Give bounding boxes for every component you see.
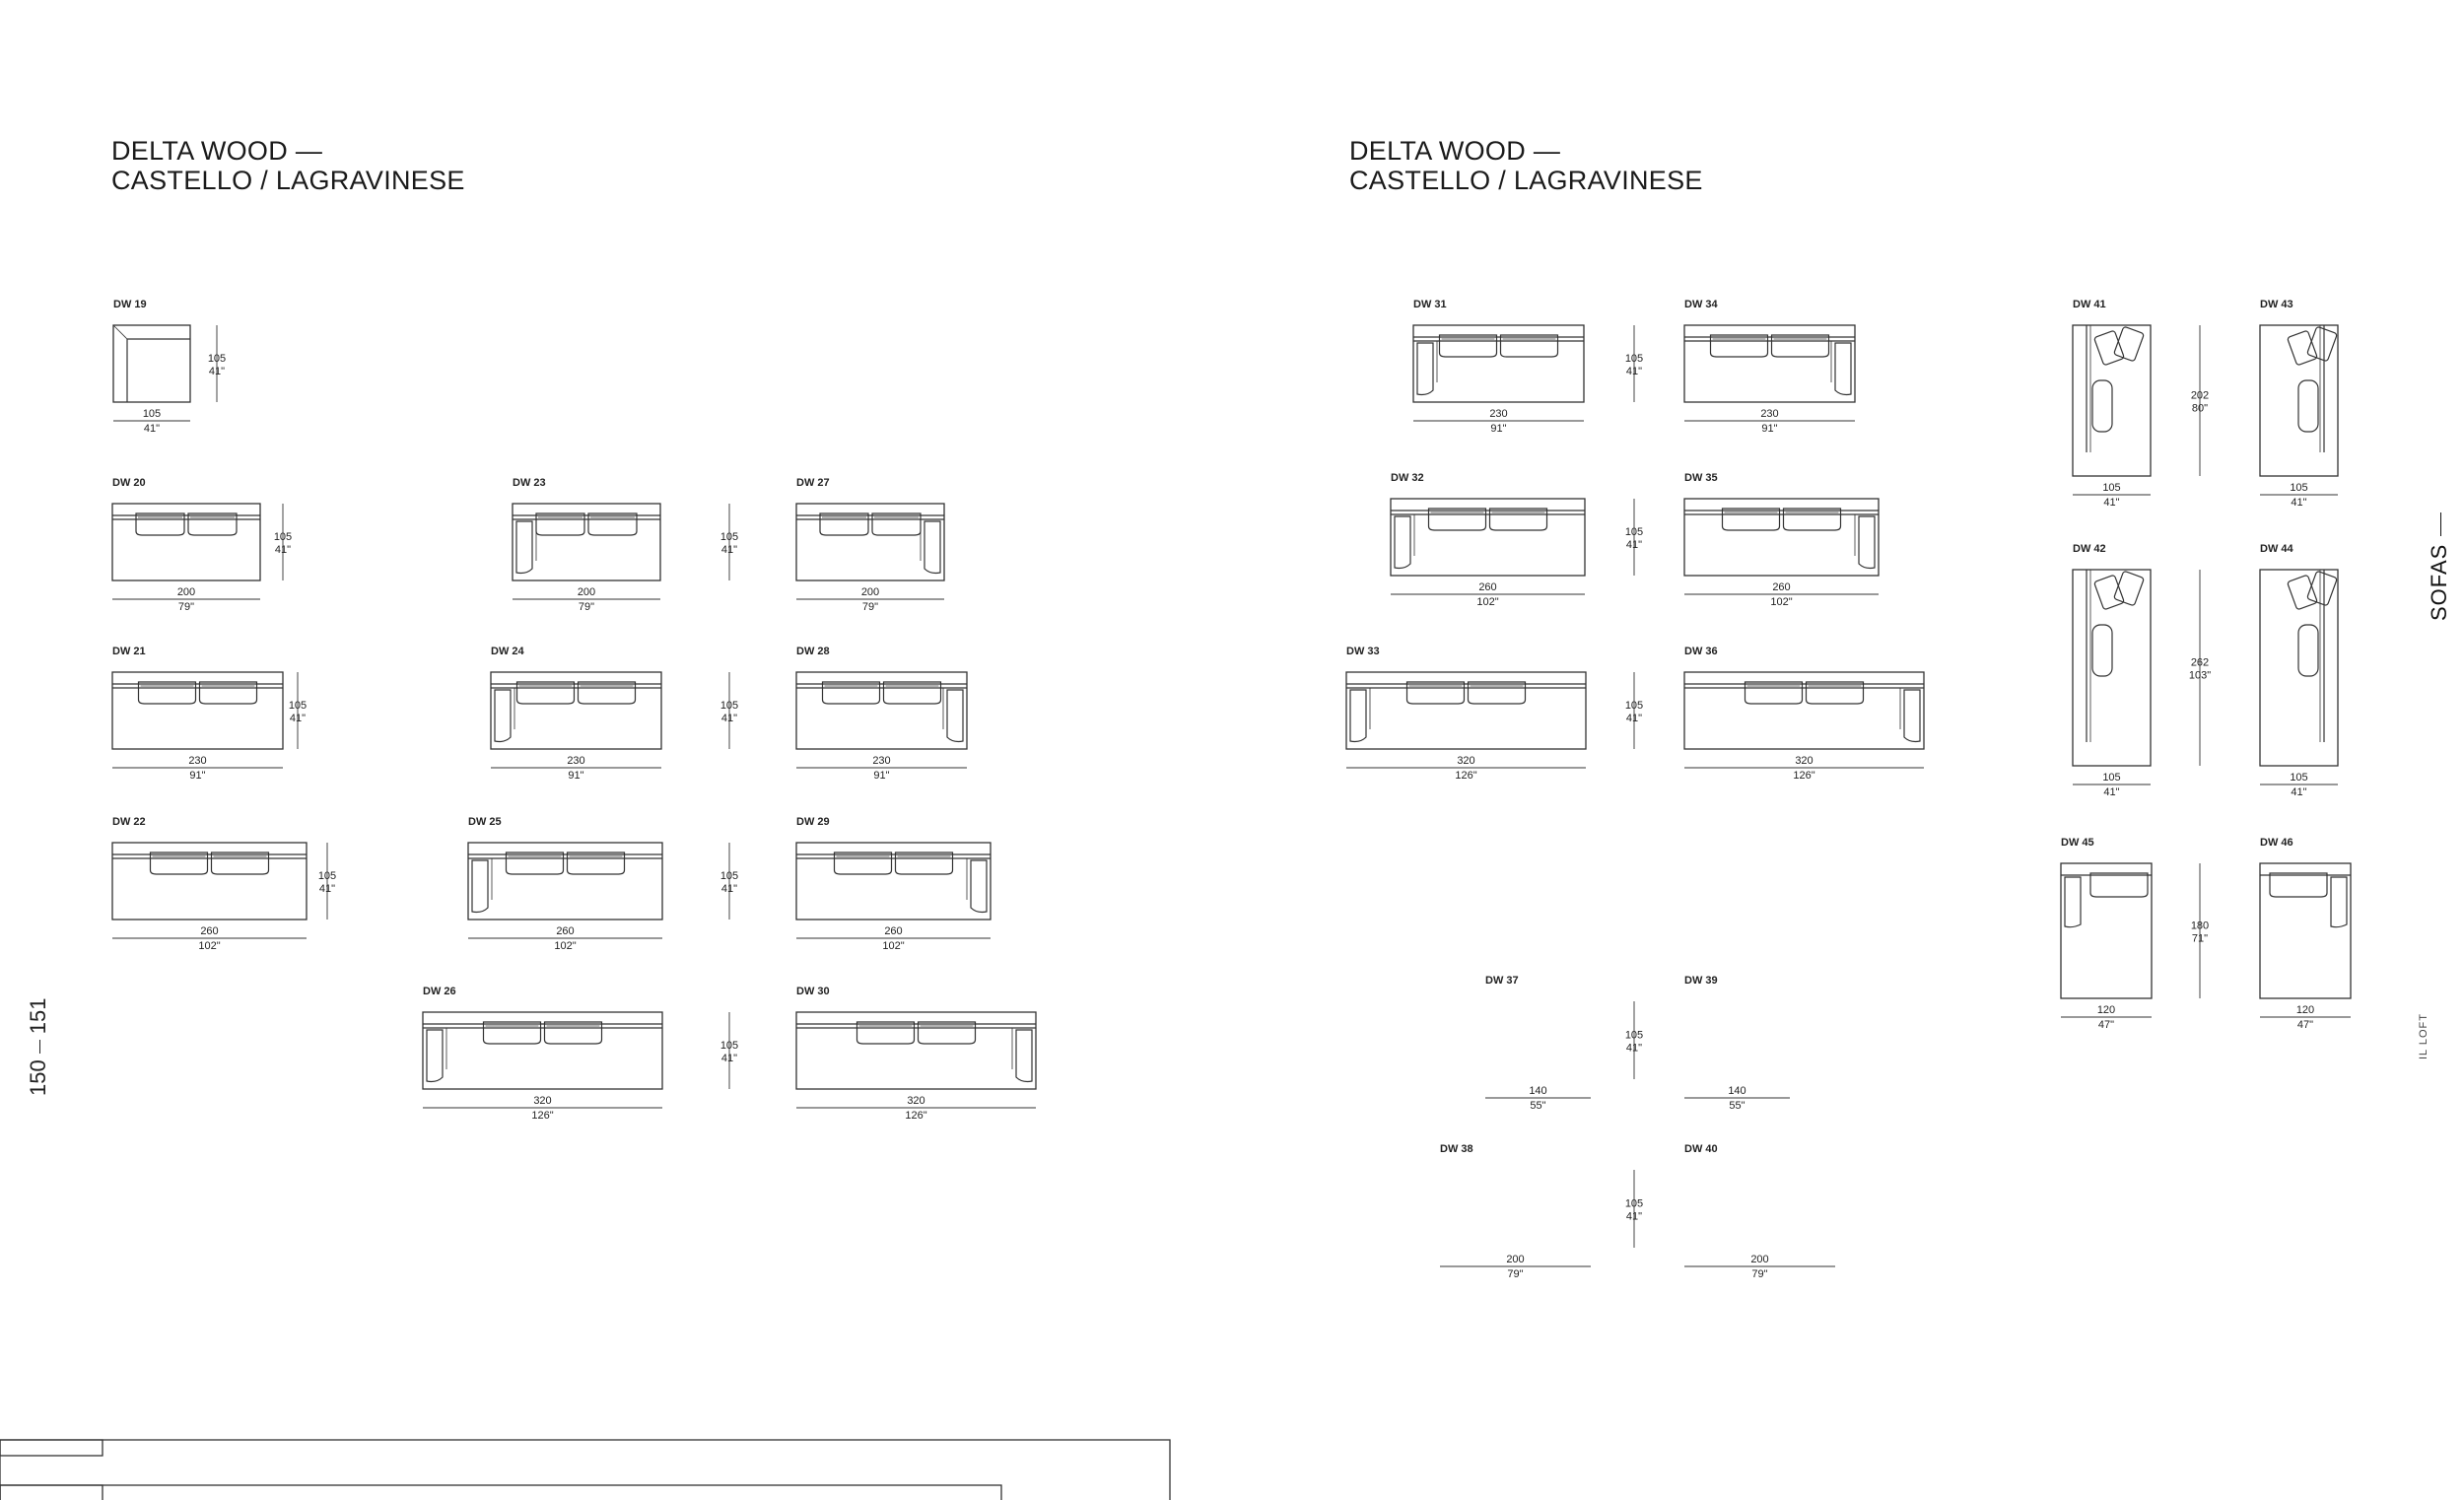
width-cm: 260 <box>884 925 903 937</box>
width-cm: 200 <box>1750 1254 1769 1265</box>
module-outline <box>2061 863 2152 998</box>
armrest <box>1417 343 1433 395</box>
depth-cm: 180 <box>2190 920 2210 932</box>
title-line-1: DELTA WOOD — <box>1349 136 1561 166</box>
brand-label: IL LOFT <box>2418 1013 2430 1059</box>
module-code: DW 32 <box>1391 472 1424 484</box>
side-cushion <box>2092 625 2112 676</box>
module-code: DW 25 <box>468 816 502 828</box>
width-cm: 260 <box>556 925 575 937</box>
depth-cm: 105 <box>1624 1029 1644 1042</box>
module-outline <box>0 1485 1001 1500</box>
depth-in: 41" <box>289 713 307 724</box>
module-code: DW 19 <box>113 299 147 310</box>
page-number-left: 150 <box>26 1059 50 1096</box>
width-in: 126" <box>905 1110 927 1122</box>
depth-cm: 202 <box>2190 389 2210 402</box>
back-cushion <box>151 852 208 874</box>
depth-cm: 105 <box>719 870 739 882</box>
depth-cm: 105 <box>273 531 293 543</box>
module-dw-31 <box>1413 299 1584 435</box>
module-code: DW 30 <box>796 986 830 997</box>
back-cushion <box>2270 873 2327 897</box>
back-cushion <box>835 852 892 874</box>
module-dw-30 <box>720 986 1036 1122</box>
module-code: DW 28 <box>796 646 830 657</box>
back-cushion <box>536 513 584 535</box>
module-dw-43 <box>2260 299 2338 509</box>
width-cm: 260 <box>1478 581 1497 593</box>
width-in: 126" <box>1455 770 1477 782</box>
depth-cm: 105 <box>1624 526 1644 538</box>
width-cm: 120 <box>2295 1004 2315 1016</box>
title-line-2: CASTELLO / LAGRAVINESE <box>111 166 465 195</box>
depth-in: 41" <box>1625 713 1643 724</box>
width-in: 55" <box>1530 1100 1546 1112</box>
width-in: 41" <box>143 423 161 435</box>
width-cm: 230 <box>567 755 585 767</box>
depth-in: 41" <box>720 883 738 895</box>
module-dw-27 <box>720 477 944 613</box>
module-dw-39 <box>0 975 1790 1500</box>
width-in: 79" <box>1751 1268 1768 1280</box>
depth-in: 80" <box>2191 402 2209 415</box>
back-cushion <box>1784 509 1841 530</box>
module-code: DW 29 <box>796 816 830 828</box>
depth-cm: 105 <box>288 700 308 712</box>
depth-in: 41" <box>720 544 738 556</box>
back-cushion <box>507 852 564 874</box>
module-code: DW 36 <box>1684 646 1718 657</box>
back-cushion <box>2114 326 2145 362</box>
corner-line <box>113 325 127 339</box>
side-cushion <box>2298 625 2318 676</box>
module-dw-45 <box>2061 837 2209 1031</box>
width-in: 41" <box>2291 497 2307 509</box>
width-in: 79" <box>578 601 595 613</box>
module-code: DW 40 <box>1684 1143 1718 1155</box>
armrest <box>1859 516 1875 569</box>
depth-cm: 105 <box>317 870 337 882</box>
depth-in: 41" <box>1625 1210 1643 1223</box>
back-cushion <box>568 852 625 874</box>
back-cushion <box>1723 509 1780 530</box>
width-in: 91" <box>1761 423 1778 435</box>
width-cm: 105 <box>2290 772 2308 784</box>
module-dw-38 <box>0 1143 1591 1500</box>
depth-cm: 105 <box>1624 700 1644 712</box>
width-cm: 320 <box>1795 755 1814 767</box>
armrest <box>1835 343 1851 395</box>
armrest <box>472 860 488 913</box>
title-line-1: DELTA WOOD — <box>111 136 323 166</box>
back-cushion <box>2114 571 2145 606</box>
back-cushion <box>872 513 921 535</box>
depth-in: 41" <box>1625 539 1643 551</box>
back-cushion <box>139 682 196 704</box>
width-in: 47" <box>2296 1019 2314 1031</box>
module-code: DW 44 <box>2260 543 2293 555</box>
width-in: 91" <box>189 770 206 782</box>
width-cm: 230 <box>188 755 207 767</box>
back-cushion <box>919 1022 976 1044</box>
armrest <box>2331 877 2347 927</box>
width-in: 102" <box>554 940 577 952</box>
back-cushion <box>212 852 269 874</box>
module-code: DW 42 <box>2073 543 2106 555</box>
module-dw-37 <box>0 975 1591 1500</box>
module-dw-35 <box>1625 472 1879 608</box>
module-dw-36 <box>1625 646 1924 782</box>
section-label-text: SOFAS <box>2427 543 2451 621</box>
side-cushion <box>2092 380 2112 432</box>
width-cm: 200 <box>176 586 196 598</box>
back-cushion <box>1501 335 1558 357</box>
back-cushion <box>136 513 184 535</box>
module-code: DW 24 <box>491 646 524 657</box>
width-in: 41" <box>2103 497 2120 509</box>
module-dw-32 <box>1391 472 1585 608</box>
depth-in: 71" <box>2191 932 2209 945</box>
back-cushion <box>188 513 237 535</box>
width-in: 102" <box>1770 596 1793 608</box>
width-cm: 320 <box>907 1095 925 1107</box>
module-code: DW 45 <box>2061 837 2094 849</box>
module-dw-33 <box>1346 646 1586 782</box>
armrest <box>495 690 511 742</box>
module-code: DW 22 <box>112 816 146 828</box>
module-code: DW 20 <box>112 477 146 489</box>
depth-cm: 105 <box>207 353 227 365</box>
section-dash <box>2440 512 2441 536</box>
module-code: DW 34 <box>1684 299 1718 310</box>
width-in: 91" <box>873 770 890 782</box>
module-code: DW 26 <box>423 986 456 997</box>
back-cushion <box>1407 682 1465 704</box>
width-in: 41" <box>2291 786 2307 798</box>
width-in: 79" <box>1507 1268 1524 1280</box>
armrest <box>427 1030 443 1082</box>
section-label <box>2427 512 2452 621</box>
depth-cm: 105 <box>719 531 739 543</box>
armrest <box>2065 877 2081 927</box>
width-in: 126" <box>531 1110 554 1122</box>
armrest <box>1016 1030 1032 1082</box>
module-code: DW 46 <box>2260 837 2293 849</box>
depth-in: 41" <box>720 713 738 724</box>
module-code: DW 38 <box>1440 1143 1473 1155</box>
module-outline <box>0 1440 1170 1500</box>
module-dw-46 <box>2260 837 2351 1031</box>
module-code: DW 37 <box>1485 975 1519 987</box>
width-in: 126" <box>1793 770 1815 782</box>
module-dw-42 <box>2073 543 2211 798</box>
armrest <box>971 860 987 913</box>
depth-in: 41" <box>720 1053 738 1064</box>
module-dw-40 <box>0 1143 1835 1500</box>
backrest <box>0 1485 103 1500</box>
back-cushion <box>2307 571 2338 606</box>
width-in: 102" <box>198 940 221 952</box>
armrest <box>1350 690 1366 742</box>
back-cushion <box>517 682 575 704</box>
back-cushion <box>2307 326 2338 362</box>
back-cushion <box>820 513 868 535</box>
width-cm: 120 <box>2096 1004 2116 1016</box>
module-dw-23 <box>513 477 660 613</box>
armrest <box>516 521 532 574</box>
width-cm: 200 <box>1506 1254 1525 1265</box>
module-dw-44 <box>2260 543 2338 798</box>
width-in: 55" <box>1729 1100 1745 1112</box>
width-cm: 230 <box>1760 408 1779 420</box>
width-cm: 230 <box>872 755 891 767</box>
width-cm: 320 <box>1457 755 1475 767</box>
depth-cm: 105 <box>1624 1197 1644 1210</box>
title-line-2: CASTELLO / LAGRAVINESE <box>1349 166 1703 195</box>
width-in: 91" <box>568 770 584 782</box>
back-cushion <box>1807 682 1864 704</box>
width-cm: 140 <box>1529 1085 1547 1097</box>
module-dw-41 <box>2073 299 2209 509</box>
module-code: DW 31 <box>1413 299 1447 310</box>
back-cushion <box>484 1022 541 1044</box>
depth-in: 103" <box>2188 669 2212 682</box>
module-code: DW 27 <box>796 477 830 489</box>
width-in: 79" <box>861 601 879 613</box>
depth-cm: 105 <box>719 700 739 712</box>
width-cm: 105 <box>2290 482 2308 494</box>
module-code: DW 23 <box>513 477 546 489</box>
width-cm: 200 <box>860 586 880 598</box>
page-numbers <box>26 998 51 1096</box>
depth-cm: 105 <box>1624 353 1644 365</box>
module-code: DW 41 <box>2073 299 2106 310</box>
back-cushion <box>1772 335 1829 357</box>
module-code: DW 35 <box>1684 472 1718 484</box>
folio-separator <box>39 1040 40 1054</box>
width-in: 41" <box>2103 786 2120 798</box>
module-dw-19 <box>113 299 226 435</box>
module-code: DW 43 <box>2260 299 2293 310</box>
width-cm: 200 <box>577 586 596 598</box>
module-dw-34 <box>1625 299 1855 435</box>
module-dw-26 <box>423 986 662 1122</box>
module-outline <box>2260 863 2351 998</box>
armrest <box>924 521 940 574</box>
back-cushion <box>896 852 953 874</box>
back-cushion <box>1469 682 1526 704</box>
width-cm: 140 <box>1728 1085 1746 1097</box>
depth-in: 41" <box>208 366 226 377</box>
width-cm: 260 <box>200 925 219 937</box>
back-cushion <box>545 1022 602 1044</box>
module-code: DW 33 <box>1346 646 1380 657</box>
width-cm: 105 <box>142 408 162 420</box>
module-dw-20 <box>112 477 292 613</box>
width-cm: 260 <box>1772 581 1791 593</box>
back-cushion <box>579 682 636 704</box>
depth-in: 41" <box>1625 1042 1643 1055</box>
page-number-right: 151 <box>26 997 50 1035</box>
width-in: 47" <box>2097 1019 2115 1031</box>
armrest <box>1395 516 1410 569</box>
width-cm: 230 <box>1489 408 1508 420</box>
width-in: 102" <box>882 940 905 952</box>
module-code: DW 39 <box>1684 975 1718 987</box>
back-cushion <box>1429 509 1486 530</box>
back-cushion <box>1745 682 1803 704</box>
side-cushion <box>2298 380 2318 432</box>
module-dw-22 <box>112 816 336 952</box>
back-cushion <box>2090 873 2148 897</box>
back-cushion <box>588 513 637 535</box>
depth-cm: 105 <box>719 1040 739 1052</box>
back-cushion <box>823 682 880 704</box>
armrest <box>1904 690 1920 742</box>
back-cushion <box>200 682 257 704</box>
back-cushion <box>1711 335 1768 357</box>
depth-in: 41" <box>318 883 336 895</box>
module-code: DW 21 <box>112 646 146 657</box>
back-cushion <box>884 682 941 704</box>
width-in: 91" <box>1490 423 1507 435</box>
module-dw-21 <box>112 646 307 782</box>
width-in: 79" <box>177 601 195 613</box>
module-dw-25 <box>468 816 662 952</box>
module-dw-29 <box>720 816 991 952</box>
width-cm: 320 <box>533 1095 552 1107</box>
width-cm: 105 <box>2102 772 2121 784</box>
depth-cm: 262 <box>2190 656 2210 669</box>
width-in: 102" <box>1476 596 1499 608</box>
module-dw-28 <box>720 646 967 782</box>
depth-in: 41" <box>274 544 292 556</box>
depth-in: 41" <box>1625 366 1643 377</box>
width-cm: 105 <box>2102 482 2121 494</box>
backrest <box>0 1440 103 1456</box>
back-cushion <box>857 1022 915 1044</box>
module-dw-24 <box>491 646 661 782</box>
back-cushion <box>1490 509 1547 530</box>
back-cushion <box>1440 335 1497 357</box>
armrest <box>947 690 963 742</box>
